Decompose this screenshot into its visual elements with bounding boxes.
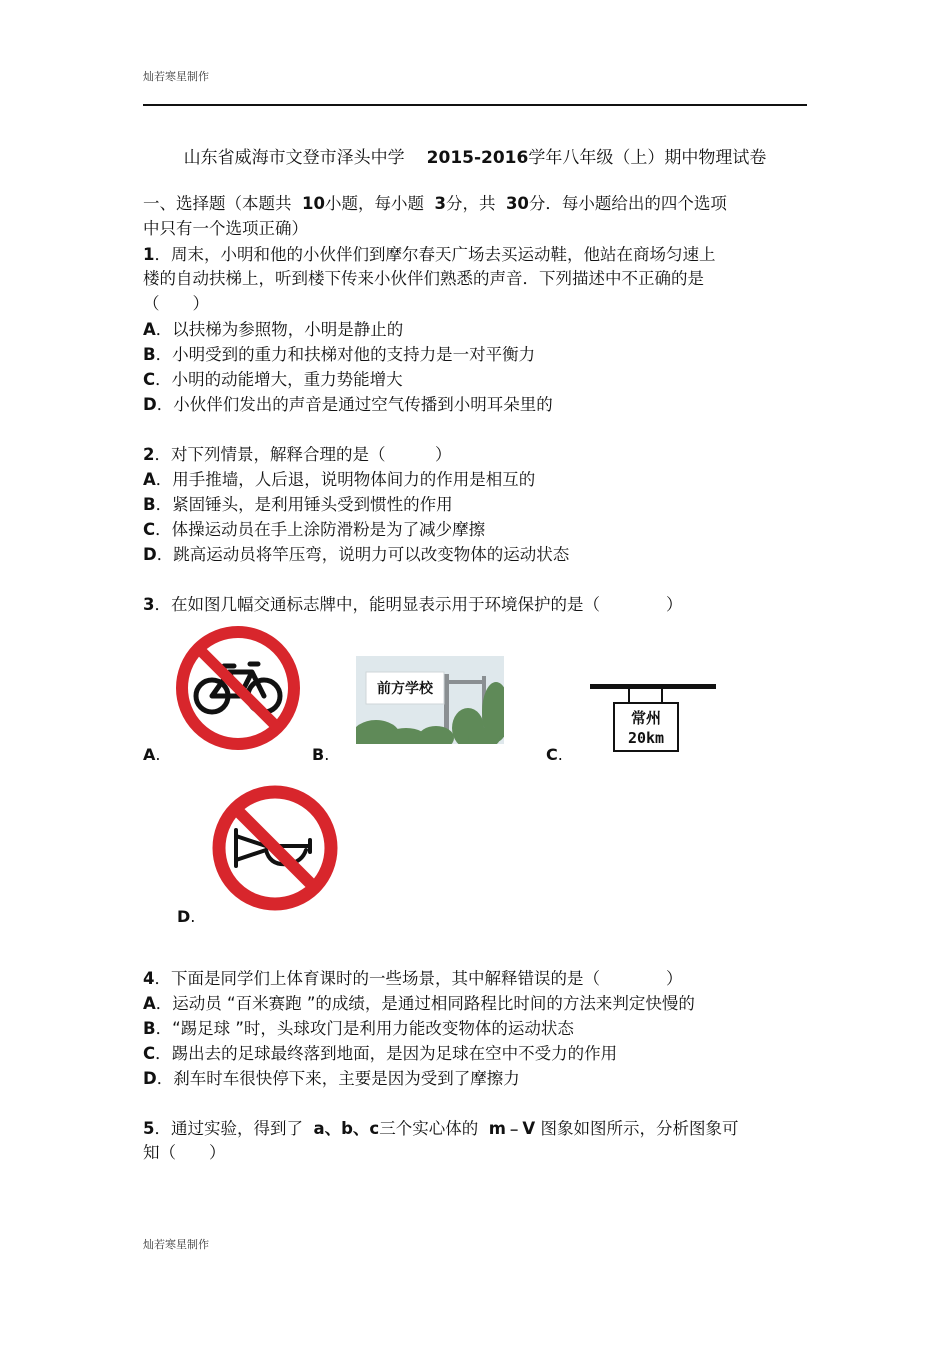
q5-stem-line1: 5．通过实验，得到了 a、b、c三个实心体的 m﹣V 图象如图所示，分析图象可 bbox=[143, 1119, 739, 1138]
q3-label-a: A. bbox=[143, 745, 161, 764]
q4-stem: 4．下面是同学们上体育课时的一些场景，其中解释错误的是（ ） bbox=[143, 969, 683, 988]
page-title bbox=[0, 143, 950, 168]
q3-label-b: B. bbox=[312, 745, 330, 764]
q1-option-d: D．小伙伴们发出的声音是通过空气传播到小明耳朵里的 bbox=[143, 395, 553, 414]
q3-stem: 3．在如图几幅交通标志牌中，能明显表示用于环境保护的是（ ） bbox=[143, 595, 683, 614]
no-bicycle-sign-icon bbox=[174, 624, 302, 752]
q1-option-c: C．小明的动能增大，重力势能增大 bbox=[143, 370, 403, 389]
q2-option-a: A．用手推墙，人后退，说明物体间力的作用是相互的 bbox=[143, 470, 536, 489]
q3-label-d: D. bbox=[177, 907, 196, 926]
section-heading-line2: 中只有一个选项正确） bbox=[143, 219, 308, 238]
school-sign-text: 前方学校 bbox=[377, 681, 433, 697]
q1-option-a: A．以扶梯为参照物，小明是静止的 bbox=[143, 320, 404, 339]
distance-sign-text: 常州 20km bbox=[627, 709, 665, 747]
no-horn-sign-icon bbox=[210, 784, 340, 912]
q2-option-c: C．体操运动员在手上涂防滑粉是为了减少摩擦 bbox=[143, 520, 486, 539]
q3-label-c: C. bbox=[546, 745, 563, 764]
q1-stem-line2: 楼的自动扶梯上，听到楼下传来小伙伴们熟悉的声音．下列描述中不正确的是 bbox=[143, 269, 704, 288]
q1-stem-line1: 1．周末，小明和他的小伙伴们到摩尔春天广场去买运动鞋，他站在商场匀速上 bbox=[143, 245, 716, 264]
q1-answer-blank: （ ） bbox=[143, 294, 209, 313]
q4-option-a: A．运动员 “百米赛跑 ”的成绩，是通过相同路程比时间的方法来判定快慢的 bbox=[143, 994, 695, 1013]
section-heading-line1: 一、选择题（本题共 10小题，每小题 3分，共 30分．每小题给出的四个选项 bbox=[143, 194, 727, 213]
footer-watermark: 灿若寒星制作 bbox=[143, 1238, 209, 1251]
q2-stem: 2．对下列情景，解释合理的是（ ） bbox=[143, 445, 452, 464]
q2-option-d: D．跳高运动员将竿压弯，说明力可以改变物体的运动状态 bbox=[143, 545, 570, 564]
q4-option-c: C．踢出去的足球最终落到地面，是因为足球在空中不受力的作用 bbox=[143, 1044, 618, 1063]
q5-stem-line2: 知（ ） bbox=[143, 1143, 226, 1162]
header-rule bbox=[143, 104, 807, 106]
header-watermark: 灿若寒星制作 bbox=[143, 70, 209, 83]
q1-option-b: B．小明受到的重力和扶梯对他的支持力是一对平衡力 bbox=[143, 345, 536, 364]
q4-option-d: D．刹车时车很快停下来，主要是因为受到了摩擦力 bbox=[143, 1069, 520, 1088]
title-exam: 学年八年级（上）期中物理试卷 bbox=[528, 148, 767, 168]
q4-option-b: B．“踢足球 ”时，头球攻门是利用力能改变物体的运动状态 bbox=[143, 1019, 574, 1038]
school-ahead-sign-icon bbox=[356, 656, 504, 744]
title-school: 山东省威海市文登市泽头中学 bbox=[183, 148, 405, 168]
title-year: 2015-2016 bbox=[426, 148, 529, 168]
q2-option-b: B．紧固锤头，是利用锤头受到惯性的作用 bbox=[143, 495, 453, 514]
